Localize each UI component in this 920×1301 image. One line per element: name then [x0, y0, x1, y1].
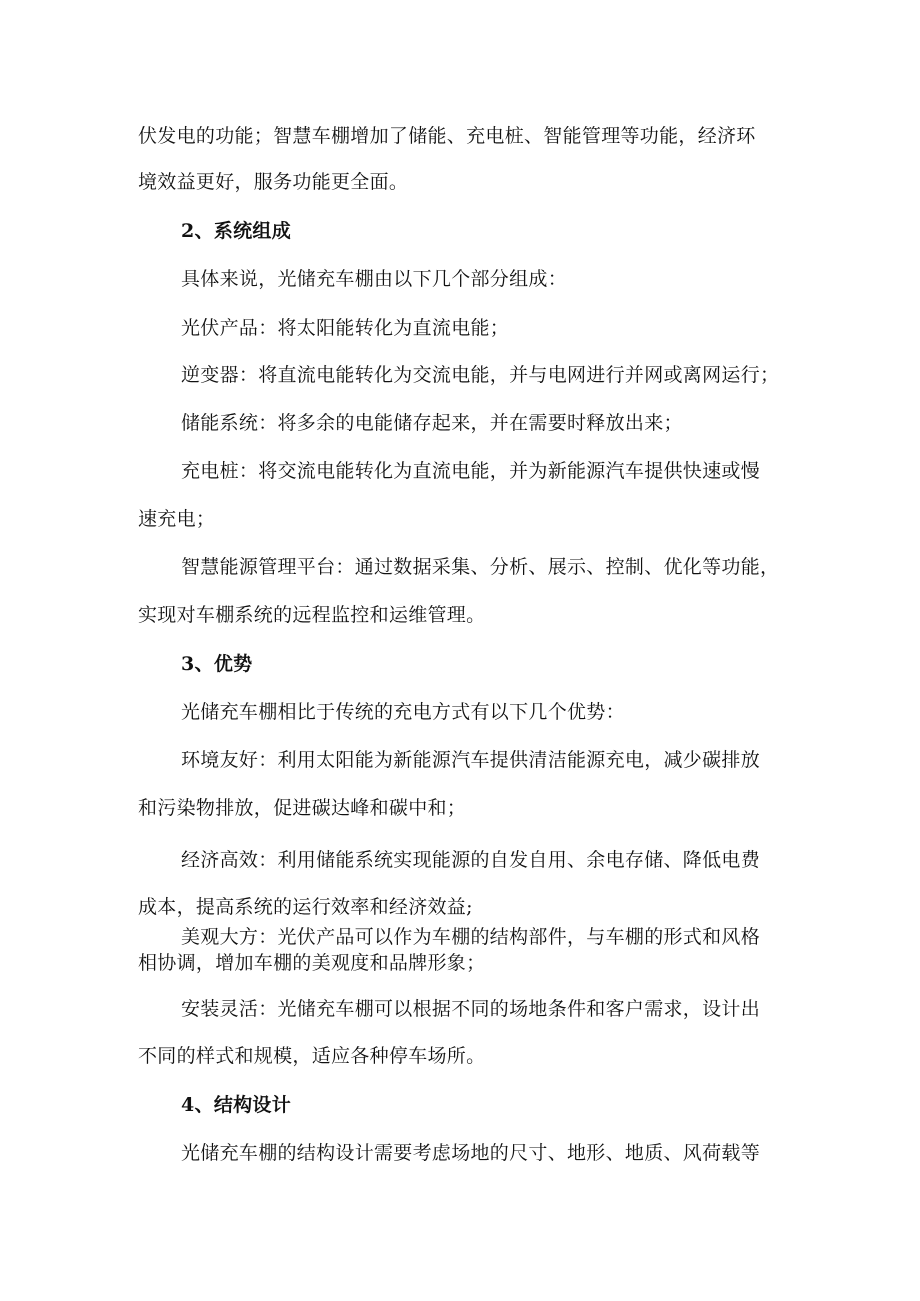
- body-text-line: 储能系统：将多余的电能储存起来，并在需要时释放出来；: [181, 412, 683, 434]
- body-text-line: 和污染物排放，促进碳达峰和碳中和；: [138, 797, 467, 819]
- body-text-line: 逆变器：将直流电能转化为交流电能，并与电网进行并网或离网运行；: [181, 364, 780, 386]
- body-text-line: 环境友好：利用太阳能为新能源汽车提供清洁能源充电，减少碳排放: [181, 749, 761, 771]
- body-text-line: 具体来说，光储充车棚由以下几个部分组成：: [181, 268, 568, 290]
- body-text-line: 美观大方：光伏产品可以作为车棚的结构部件，与车棚的形式和风格: [181, 926, 761, 948]
- body-text-line: 充电桩：将交流电能转化为直流电能，并为新能源汽车提供快速或慢: [181, 460, 761, 482]
- body-text-line: 伏发电的功能；智慧车棚增加了储能、充电桩、智能管理等功能，经济环: [138, 125, 756, 147]
- body-text-line: 安装灵活：光储充车棚可以根据不同的场地条件和客户需求，设计出: [181, 998, 761, 1020]
- section-heading: 2、系统组成: [181, 220, 292, 242]
- body-text-line: 实现对车棚系统的远程监控和运维管理。: [138, 604, 486, 626]
- body-text-line: 经济高效：利用储能系统实现能源的自发自用、余电存储、降低电费: [181, 849, 761, 871]
- body-text-line: 不同的样式和规模，适应各种停车场所。: [138, 1045, 486, 1067]
- section-heading: 4、结构设计: [181, 1094, 292, 1116]
- body-text-line: 境效益更好，服务功能更全面。: [138, 171, 409, 193]
- body-text-line: 光伏产品：将太阳能转化为直流电能；: [181, 317, 510, 339]
- body-text-line: 速充电；: [138, 508, 216, 530]
- body-text-line: 光储充车棚的结构设计需要考虑场地的尺寸、地形、地质、风荷载等: [181, 1142, 761, 1164]
- body-text-line: 相协调，增加车棚的美观度和品牌形象；: [138, 952, 486, 974]
- section-heading: 3、优势: [181, 653, 253, 675]
- body-text-line: 智慧能源管理平台：通过数据采集、分析、展示、控制、优化等功能，: [181, 556, 780, 578]
- body-text-line: 成本，提高系统的运行效率和经济效益;: [138, 896, 473, 918]
- body-text-line: 光储充车棚相比于传统的充电方式有以下几个优势：: [181, 701, 625, 723]
